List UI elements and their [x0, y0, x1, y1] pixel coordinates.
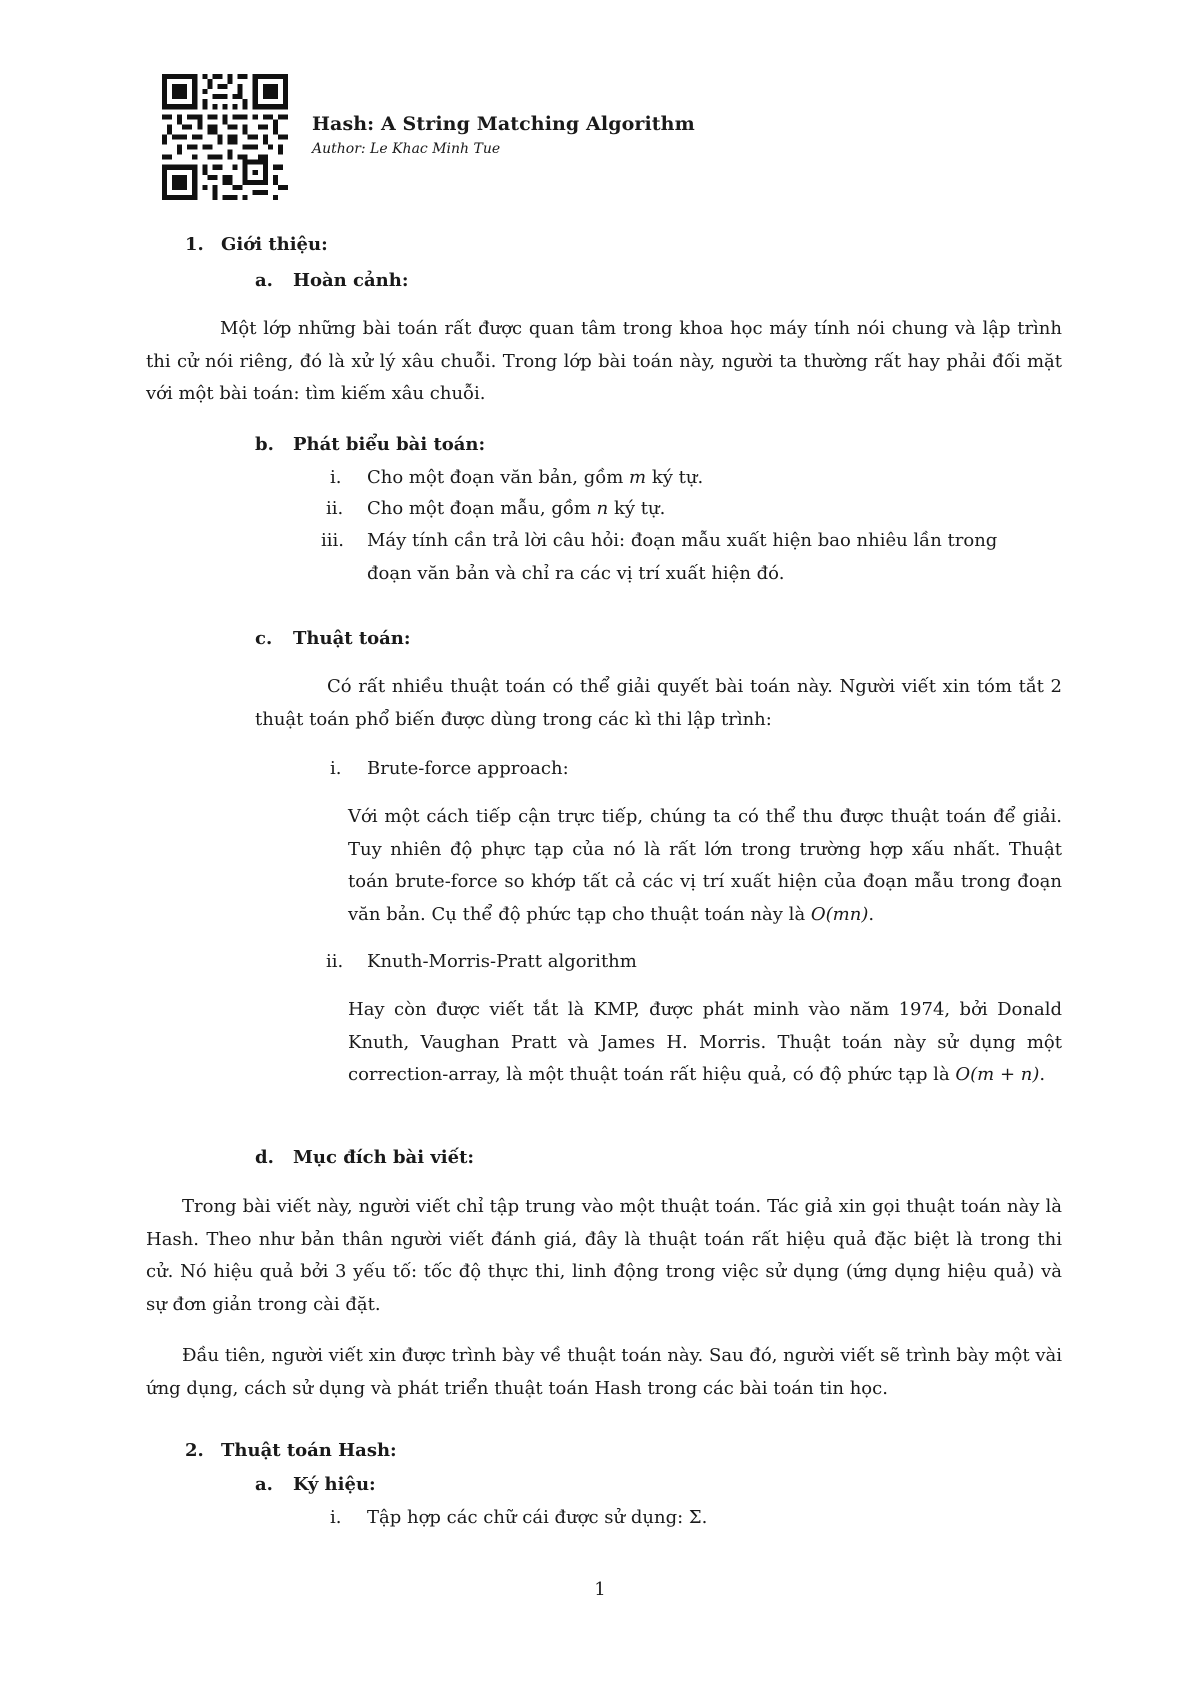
- problem-item-2-suffix: ký tự.: [608, 498, 666, 519]
- kmp-text: Hay còn được viết tắt là KMP, được phát minh vào năm 1974, bởi Donald Knuth, Vaughan Pratt và James H. Morris. Thuật toán này sử dụng một correction-array, là một thuật toán rất hiệu quả, có độ phức tạp là: [348, 999, 1062, 1085]
- complexity-o-mn: O(mn): [810, 903, 869, 925]
- problem-item-3-line-1: Máy tính cần trả lời câu hỏi: đoạn mẫu xuất hiện bao nhiêu lần trong: [367, 530, 998, 551]
- problem-item-2: [367, 494, 665, 524]
- variable-m: m: [629, 467, 647, 488]
- problem-item-number: iii.: [321, 530, 344, 551]
- notation-item-alphabet: Tập hợp các chữ cái được sử dụng: Σ.: [367, 1507, 708, 1528]
- complexity-o-m-plus-n: O(m + n): [955, 1064, 1040, 1085]
- subsection-1c-label: c.: [255, 628, 273, 649]
- problem-item-number: ii.: [326, 498, 344, 519]
- purpose-paragraph-2: Đầu tiên, người viết xin được trình bày về thuật toán này. Sau đó, người viết sẽ trình bày một vài ứng dụng, cách sử dụng và phát triển thuật toán Hash trong các bài toán tin học.: [146, 1345, 1062, 1399]
- title-block: [312, 113, 695, 157]
- subsection-1b-label: b.: [255, 434, 274, 455]
- subsection-1a-heading: Hoàn cảnh:: [293, 270, 409, 291]
- notation-item-number: i.: [330, 1507, 342, 1528]
- problem-item-1: [367, 463, 703, 493]
- brute-force-text: Với một cách tiếp cận trực tiếp, chúng ta có thể thu được thuật toán để giải. Tuy nhiên độ phực tạp của nó là rất lớn trong trường hợp xấu nhất. Thuật toán brute-force so khớp tất cả các vị trí xuất hiện của đoạn mẫu trong đoạn văn bản. Cụ thể độ phức tạp cho thuật toán này là: [348, 806, 1062, 925]
- document-author: Author: Le Khac Minh Tue: [312, 141, 501, 157]
- algorithms-intro-paragraph: Có rất nhiều thuật toán có thể giải quyết bài toán này. Người viết xin tóm tắt 2 thuật toán phổ biến được dùng trong các kì thi lập trình:: [255, 676, 1062, 730]
- algorithm-title-kmp: Knuth-Morris-Pratt algorithm: [367, 951, 637, 972]
- section-2-heading: Thuật toán Hash:: [221, 1440, 397, 1461]
- subsection-1b-heading: Phát biểu bài toán:: [293, 434, 486, 455]
- brute-force-end: .: [868, 903, 875, 925]
- problem-item-1-text: Cho một đoạn văn bản, gồm: [367, 467, 630, 488]
- variable-n: n: [596, 498, 609, 519]
- subsection-1d-heading: Mục đích bài viết:: [293, 1147, 475, 1168]
- subsection-1a-label: a.: [255, 270, 273, 291]
- problem-item-1-suffix: ký tự.: [646, 467, 704, 488]
- subsection-2a-label: a.: [255, 1474, 273, 1495]
- section-1-number: 1.: [185, 234, 204, 255]
- purpose-paragraph-1: Trong bài viết này, người viết chỉ tập trung vào một thuật toán. Tác giả xin gọi thuật toán này là Hash. Theo như bản thân người viết đánh giá, đây là thuật toán rất hiệu quả đặc biệt là trong thi cử. Nó hiệu quả bởi 3 yếu tố: tốc độ thực thi, linh động trong việc sử dụng (ứng dụng hiệu quả) và sự đơn giản trong cài đặt.: [146, 1196, 1062, 1315]
- kmp-end: .: [1039, 1064, 1046, 1085]
- problem-item-3-line-2: đoạn văn bản và chỉ ra các vị trí xuất hiện đó.: [367, 563, 785, 584]
- document-title: Hash: A String Matching Algorithm: [312, 113, 695, 135]
- page-number: 1: [594, 1579, 606, 1600]
- section-1-heading: Giới thiệu:: [221, 234, 328, 255]
- qr-code-icon: [162, 74, 288, 200]
- problem-item-2-text: Cho một đoạn mẫu, gồm: [367, 498, 597, 519]
- kmp-description: [348, 994, 1062, 1092]
- subsection-1c-heading: Thuật toán:: [293, 628, 411, 649]
- algorithm-item-number: ii.: [326, 951, 344, 972]
- subsection-1d-label: d.: [255, 1147, 274, 1168]
- subsection-2a-heading: Ký hiệu:: [293, 1474, 376, 1495]
- problem-item-number: i.: [330, 467, 342, 488]
- brute-force-description: [348, 801, 1062, 931]
- algorithm-title-brute-force: Brute-force approach:: [367, 758, 569, 779]
- context-paragraph: Một lớp những bài toán rất được quan tâm trong khoa học máy tính nói chung và lập trình thi cử nói riêng, đó là xử lý xâu chuỗi. Trong lớp bài toán này, người ta thường rất hay phải đối mặt với một bài toán: tìm kiếm xâu chuỗi.: [146, 318, 1062, 404]
- algorithm-item-number: i.: [330, 758, 342, 779]
- section-2-number: 2.: [185, 1440, 204, 1461]
